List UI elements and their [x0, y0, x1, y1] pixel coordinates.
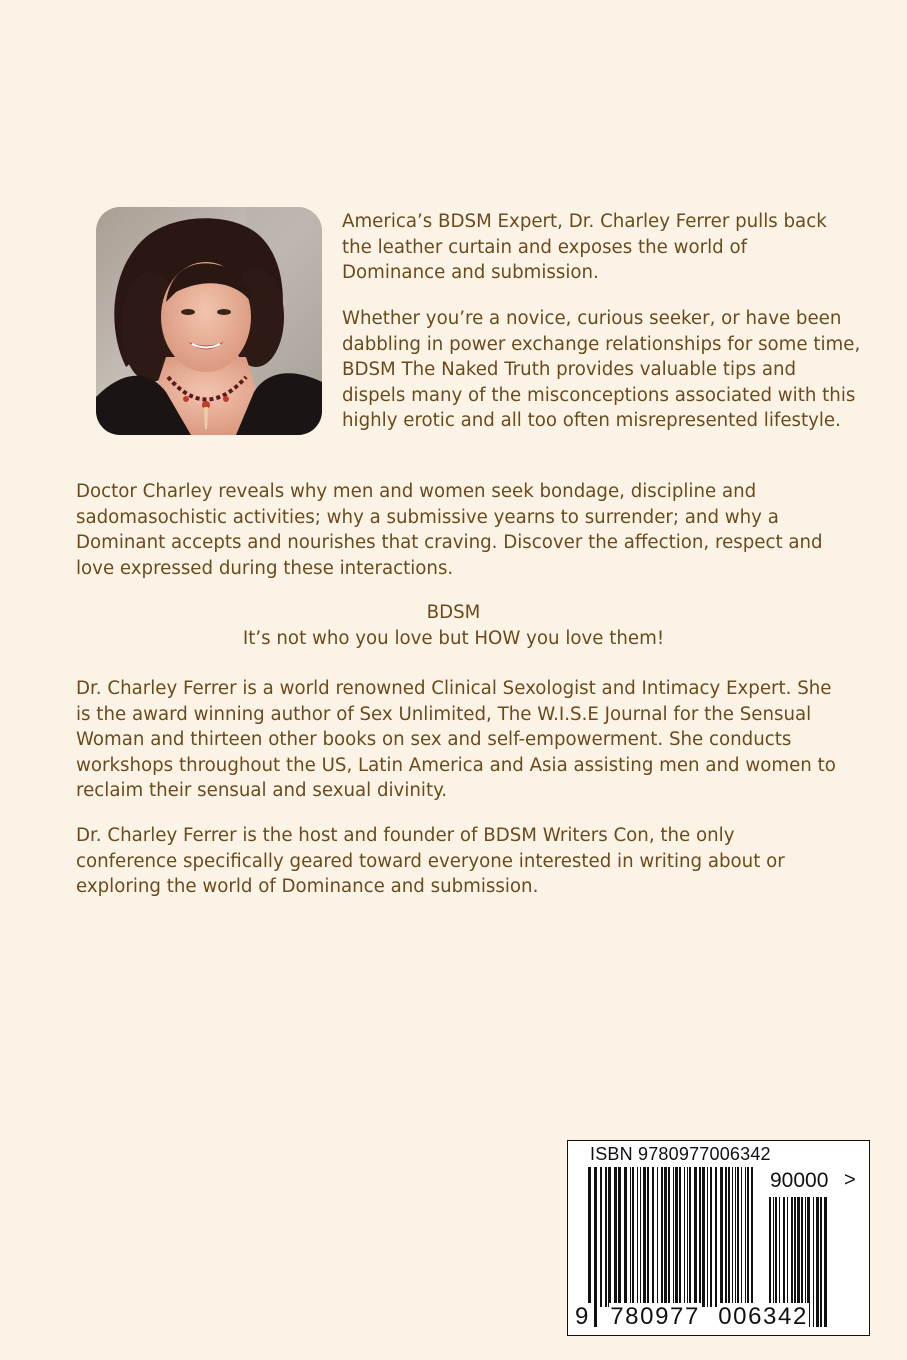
- barcode-bar: [668, 1167, 670, 1307]
- barcode-bar: [661, 1167, 663, 1307]
- barcode-bar: [618, 1167, 621, 1307]
- barcode-bar: [816, 1197, 819, 1327]
- barcode-bar: [732, 1167, 733, 1307]
- barcode-bar: [745, 1167, 746, 1307]
- isbn-digit-first: 9: [575, 1303, 590, 1330]
- barcode-bar: [637, 1167, 638, 1307]
- isbn-digits-left: 780977: [610, 1303, 700, 1330]
- barcode-bar: [747, 1167, 749, 1307]
- barcode-bar: [715, 1167, 717, 1307]
- barcode-bar: [679, 1167, 681, 1307]
- barcode-bar: [643, 1167, 646, 1307]
- barcode-bar: [702, 1167, 705, 1307]
- barcode-bar: [630, 1167, 631, 1307]
- barcode-bar: [675, 1167, 678, 1307]
- barcode-bar: [820, 1197, 822, 1327]
- reveals-paragraph: Doctor Charley reveals why men and women seek bondage, discipline and sadomasochistic activities; why a submissive yearns to surrender; and why a Dominant accepts and nourishes that craving. Discover the affection, respect and love expressed during these interactions.: [76, 481, 823, 579]
- intro-paragraph: America’s BDSM Expert, Dr. Charley Ferrer pulls back the leather curtain and exposes the world of Dominance and submission.: [342, 211, 827, 284]
- isbn-barcode: [567, 1140, 870, 1336]
- barcode-bar: [824, 1197, 827, 1327]
- barcode-bar: [735, 1167, 736, 1307]
- price-code: 90000: [770, 1169, 829, 1192]
- barcode-bar: [605, 1167, 607, 1307]
- barcode-bar: [707, 1167, 708, 1307]
- barcode-bar: [608, 1167, 611, 1307]
- barcode-bar: [725, 1167, 727, 1307]
- barcode-bar: [684, 1167, 685, 1307]
- barcode-bar: [652, 1167, 654, 1307]
- barcode-bar: [689, 1167, 691, 1307]
- barcode-bar: [720, 1167, 723, 1307]
- barcode-bar: [614, 1167, 617, 1307]
- barcode-bar: [687, 1167, 688, 1307]
- tagline: [0, 600, 907, 651]
- tagline-line: It’s not who you love but HOW you love them!: [242, 627, 665, 649]
- isbn-label: ISBN 9780977006342: [590, 1144, 771, 1164]
- barcode-bar: [813, 1197, 814, 1327]
- barcode-bar: [657, 1167, 658, 1307]
- host-paragraph: Dr. Charley Ferrer is the host and founder of BDSM Writers Con, the only conference specifically geared toward everyone interested in writing about or exploring the world of Dominance and submission.: [76, 825, 785, 898]
- isbn-digits: [574, 1303, 809, 1331]
- barcode-bar: [664, 1167, 667, 1307]
- barcode-bar: [737, 1167, 739, 1307]
- tagline-title: BDSM: [426, 602, 481, 623]
- barcode-bar: [600, 1167, 602, 1307]
- price-arrow: >: [844, 1169, 856, 1191]
- bio-paragraph: Dr. Charley Ferrer is a world renowned Clinical Sexologist and Intimacy Expert. She is the award winning author of Sex Unlimited, The W.I.S.E Journal for the Sensual Woman and thirteen other books on sex and self-empowerment. She conducts workshops throughout the US, Latin America and Asia assisting men and women to reclaim their sensual and sexual divinity.: [76, 678, 836, 802]
- barcode-bar: [647, 1167, 649, 1307]
- barcode-bar: [710, 1167, 712, 1307]
- barcode-bar: [624, 1167, 627, 1307]
- barcode-bar: [632, 1167, 634, 1307]
- barcode-bar: [694, 1167, 697, 1307]
- author-photo: [96, 207, 322, 435]
- audience-paragraph: Whether you’re a novice, curious seeker, or have been dabbling in power exchange relationships for some time, BDSM The Naked Truth provides valuable tips and dispels many of the misconceptions associated with this highly erotic and all too often misrepresented lifestyle.: [342, 308, 861, 432]
- barcode-bar: [728, 1167, 730, 1307]
- barcode-bar: [699, 1167, 701, 1307]
- isbn-digits-right: 006342: [718, 1303, 808, 1330]
- barcode-bar: [741, 1167, 742, 1307]
- barcode-bar: [640, 1167, 641, 1307]
